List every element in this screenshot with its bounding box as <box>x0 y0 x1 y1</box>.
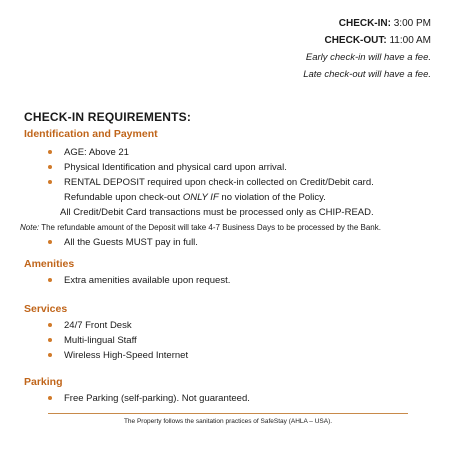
services-list <box>48 318 188 363</box>
services-heading: Services <box>24 303 68 315</box>
identification-heading: Identification and Payment <box>24 128 158 140</box>
list-item: Physical Identification and physical card upon arrival. <box>48 160 381 175</box>
checkin-label: CHECK-IN: <box>338 18 391 29</box>
requirements-title: CHECK-IN REQUIREMENTS: <box>24 110 192 124</box>
refund-prefix: Refundable upon check-out <box>64 192 183 203</box>
note-label: Note: <box>20 223 40 232</box>
checkin-line <box>303 15 431 32</box>
list-item: 24/7 Front Desk <box>48 318 188 333</box>
checkout-line <box>303 32 431 49</box>
list-item: AGE: Above 21 <box>48 145 381 160</box>
parking-list <box>48 391 250 406</box>
identification-list <box>20 145 381 250</box>
checkin-times <box>303 15 431 83</box>
parking-heading: Parking <box>24 376 63 388</box>
checkout-label: CHECK-OUT: <box>324 35 387 46</box>
refund-suffix: no violation of the Policy. <box>218 192 326 203</box>
list-item: Extra amenities available upon request. <box>48 273 230 288</box>
list-item: Free Parking (self-parking). Not guaranteed. <box>48 391 250 406</box>
footer-divider <box>48 413 408 414</box>
chip-read-line: All Credit/Debit Card transactions must be processed only as CHIP-READ. <box>60 207 374 218</box>
checkout-time: 11:00 AM <box>389 35 431 46</box>
amenities-heading: Amenities <box>24 258 75 270</box>
checkin-time: 3:00 PM <box>393 18 431 29</box>
sanitation-footer: The Property follows the sanitation practices of SafeStay (AHLA – USA). <box>123 418 333 425</box>
deposit-note <box>20 220 381 235</box>
list-item: All the Guests MUST pay in full. <box>48 235 381 250</box>
list-item: RENTAL DEPOSIT required upon check-in collected on Credit/Debit card. <box>48 175 381 190</box>
early-checkin-note: Early check-in will have a fee. <box>305 52 431 63</box>
list-item: Wireless High-Speed Internet <box>48 348 188 363</box>
refund-only-if: ONLY IF <box>182 192 219 203</box>
late-checkout-note: Late check-out will have a fee. <box>303 69 431 80</box>
refund-line <box>48 190 381 205</box>
note-text: The refundable amount of the Deposit will take 4-7 Business Days to be processed by the Bank. <box>39 223 381 232</box>
list-item: Multi-lingual Staff <box>48 333 188 348</box>
amenities-list <box>48 273 230 288</box>
